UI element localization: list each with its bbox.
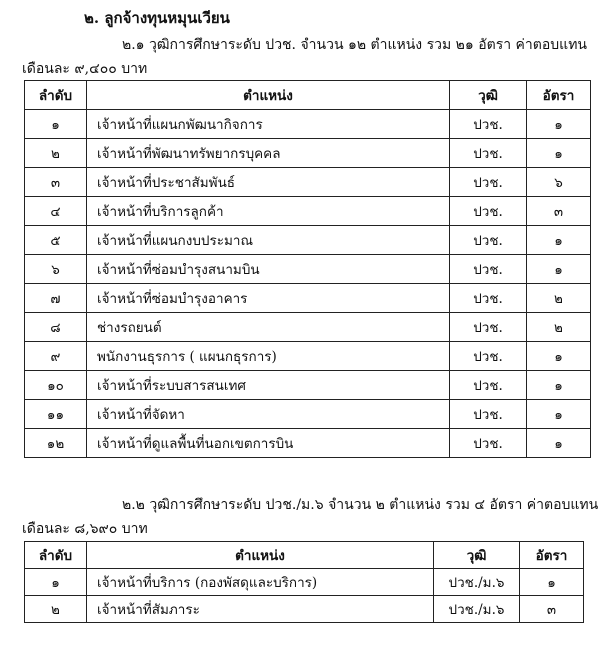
section-heading: ๒. ลูกจ้างทุนหมุนเวียน (84, 9, 230, 27)
header-rate: อัตรา (520, 542, 584, 569)
cell-rate: ๑ (527, 110, 591, 139)
cell-order: ๙ (25, 342, 87, 371)
cell-qualification: ปวช. (450, 197, 527, 226)
table-row (25, 569, 584, 596)
header-order: ลำดับ (25, 542, 87, 569)
cell-qualification: ปวช. (450, 313, 527, 342)
cell-order: ๑๐ (25, 371, 87, 400)
cell-order: ๕ (25, 226, 87, 255)
header-order: ลำดับ (25, 81, 87, 110)
cell-qualification: ปวช./ม.๖ (434, 596, 520, 623)
cell-qualification: ปวช. (450, 168, 527, 197)
cell-order: ๓ (25, 168, 87, 197)
cell-position: เจ้าหน้าที่ดูแลพื้นที่นอกเขตการบิน (87, 429, 450, 458)
cell-order: ๔ (25, 197, 87, 226)
positions-table-1 (24, 80, 591, 458)
cell-order: ๗ (25, 284, 87, 313)
table-row (25, 313, 591, 342)
cell-position: ช่างรถยนต์ (87, 313, 450, 342)
header-position: ตำแหน่ง (87, 542, 434, 569)
cell-rate: ๑ (527, 371, 591, 400)
cell-order: ๑๑ (25, 400, 87, 429)
cell-rate: ๑ (527, 226, 591, 255)
cell-order: ๒ (25, 139, 87, 168)
cell-rate: ๑ (520, 569, 584, 596)
table-header-row (25, 81, 591, 110)
cell-qualification: ปวช. (450, 255, 527, 284)
cell-qualification: ปวช. (450, 400, 527, 429)
header-qualification: วุฒิ (450, 81, 527, 110)
positions-table-2 (24, 541, 584, 623)
header-position: ตำแหน่ง (87, 81, 450, 110)
cell-qualification: ปวช. (450, 429, 527, 458)
table-row (25, 197, 591, 226)
cell-qualification: ปวช. (450, 371, 527, 400)
cell-position: เจ้าหน้าที่บริการ (กองพัสดุและบริการ) (87, 569, 434, 596)
cell-rate: ๖ (527, 168, 591, 197)
cell-position: เจ้าหน้าที่บริการลูกค้า (87, 197, 450, 226)
cell-position: เจ้าหน้าที่พัฒนาทรัพยากรบุคคล (87, 139, 450, 168)
section1-intro-line2: เดือนละ ๙,๔๐๐ บาท (22, 61, 148, 77)
cell-rate: ๓ (527, 197, 591, 226)
cell-order: ๑ (25, 110, 87, 139)
cell-qualification: ปวช. (450, 342, 527, 371)
cell-rate: ๑ (527, 342, 591, 371)
cell-position: เจ้าหน้าที่ประชาสัมพันธ์ (87, 168, 450, 197)
cell-order: ๒ (25, 596, 87, 623)
header-qualification: วุฒิ (434, 542, 520, 569)
section2-intro-line1: ๒.๒ วุฒิการศึกษาระดับ ปวช./ม.๖ จำนวน ๒ ตำแหน่ง รวม ๔ อัตรา ค่าตอบแทน (122, 497, 599, 513)
cell-order: ๑ (25, 569, 87, 596)
cell-position: เจ้าหน้าที่ซ่อมบำรุงอาคาร (87, 284, 450, 313)
table-row (25, 284, 591, 313)
cell-qualification: ปวช. (450, 139, 527, 168)
cell-rate: ๑ (527, 139, 591, 168)
table-row (25, 429, 591, 458)
table-row (25, 596, 584, 623)
table-row (25, 139, 591, 168)
cell-position: เจ้าหน้าที่แผนกพัฒนากิจการ (87, 110, 450, 139)
cell-position: พนักงานธุรการ ( แผนกธุรการ) (87, 342, 450, 371)
table-row (25, 342, 591, 371)
section1-intro-line1: ๒.๑ วุฒิการศึกษาระดับ ปวช. จำนวน ๑๒ ตำแหน่ง รวม ๒๑ อัตรา ค่าตอบแทน (122, 37, 587, 53)
table-header-row (25, 542, 584, 569)
table-row (25, 400, 591, 429)
cell-rate: ๒ (527, 284, 591, 313)
cell-order: ๖ (25, 255, 87, 284)
section2-intro-line2: เดือนละ ๘,๖๙๐ บาท (22, 521, 148, 537)
cell-position: เจ้าหน้าที่แผนกงบประมาณ (87, 226, 450, 255)
cell-rate: ๑ (527, 255, 591, 284)
cell-order: ๘ (25, 313, 87, 342)
cell-qualification: ปวช./ม.๖ (434, 569, 520, 596)
table-row (25, 110, 591, 139)
cell-position: เจ้าหน้าที่ซ่อมบำรุงสนามบิน (87, 255, 450, 284)
cell-rate: ๓ (520, 596, 584, 623)
cell-qualification: ปวช. (450, 226, 527, 255)
cell-order: ๑๒ (25, 429, 87, 458)
cell-position: เจ้าหน้าที่จัดหา (87, 400, 450, 429)
header-rate: อัตรา (527, 81, 591, 110)
cell-rate: ๑ (527, 400, 591, 429)
table-row (25, 168, 591, 197)
cell-rate: ๒ (527, 313, 591, 342)
cell-position: เจ้าหน้าที่สัมภาระ (87, 596, 434, 623)
table-row (25, 255, 591, 284)
cell-position: เจ้าหน้าที่ระบบสารสนเทศ (87, 371, 450, 400)
table-row (25, 226, 591, 255)
table-row (25, 371, 591, 400)
cell-qualification: ปวช. (450, 284, 527, 313)
cell-qualification: ปวช. (450, 110, 527, 139)
cell-rate: ๑ (527, 429, 591, 458)
